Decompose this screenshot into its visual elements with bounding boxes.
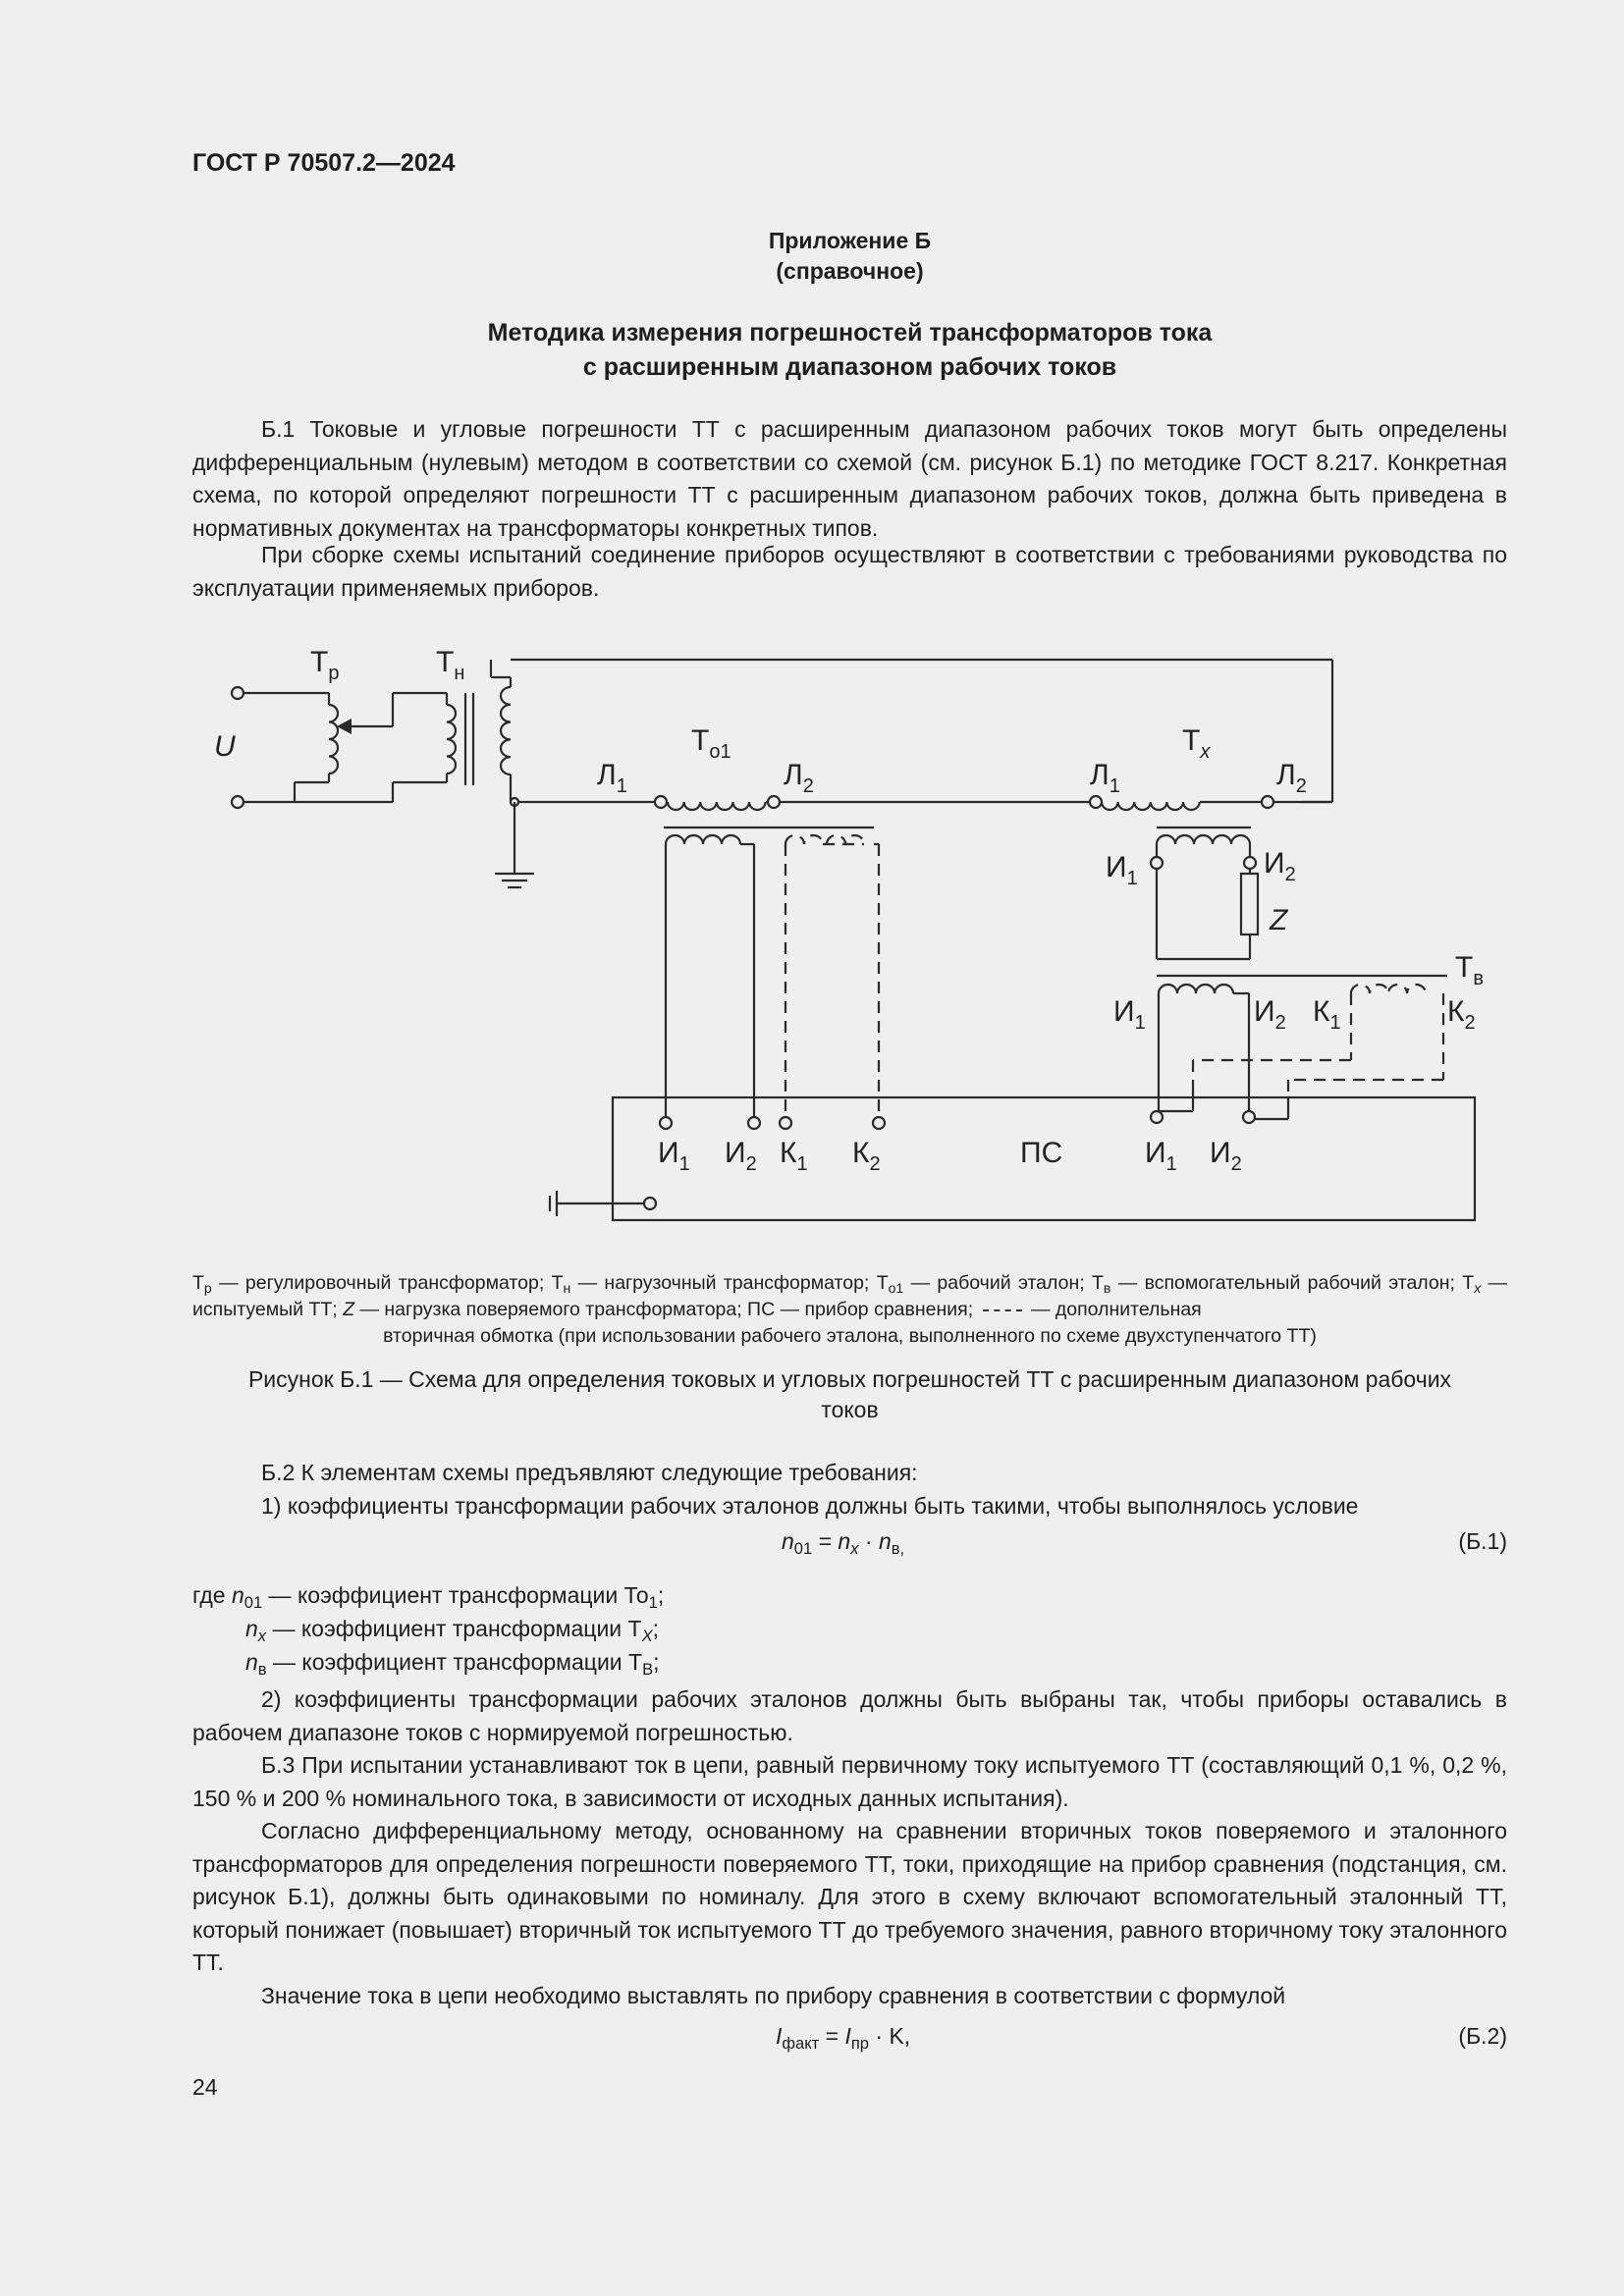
label-tx-l2: $Л_2$ [1276,759,1307,797]
def-nv: $n_в$ — коэффициент трансформации $Т_В$; [245,1649,660,1679]
label-tx-l1: $Л_1$ [1090,759,1120,797]
to1-secondary-coil [666,835,740,844]
load-transformer-primary [447,705,456,774]
input-terminal-top [232,687,244,699]
ps-terminal-k1 [780,1117,791,1129]
label-tr: $Т_р$ [310,646,340,684]
label-tx-i2: $И_2$ [1264,847,1296,885]
label-z: Z [1270,904,1288,936]
ps-terminal-i2-right [1243,1111,1255,1123]
appendix-heading [192,226,1507,287]
title-line-2: с расширенным диапазоном рабочих токов [582,353,1117,381]
title-line-1: Методика измерения погрешностей трансформаторов тока [487,319,1213,347]
b2-intro: Б.2 К элементам схемы предъявляют следующие требования: [261,1460,918,1485]
legend-lines: $Т_р$ — регулировочный трансформатор; $Т_н$ — нагрузочный трансформатор; $Т_{о1}$ — рабочий эталон; $Т_в$ — вспомогательный рабочий эталон; $Т_x$ — испытуемый ТТ; Z — нагрузка поверяемого трансформатора; ПС — прибор сравнения; — дополнительная [192,1272,1508,1320]
slider-arrow-icon [337,719,352,734]
tx-terminal-l2 [1262,796,1273,808]
label-tv-i2: $И_2$ [1254,995,1286,1034]
tx-terminal-l1 [1090,796,1102,808]
tx-terminal-i2 [1244,857,1256,869]
label-tx-i1: $И_1$ [1106,851,1138,889]
label-ps-i1-left: $И_1$ [658,1137,690,1175]
paragraph-b1: Б.1 Токовые и угловые погрешности ТТ с расширенным диапазоном рабочих токов могут быть определены дифференциальным (нулевым) методом в соответствии со схемой (см. рисунок Б.1) по методике ГОСТ 8.217. Конкретная схема, по которой определяют погрешности ТТ с расширенным диапазоном рабочих токов, должна быть приведена в нормативных документах на трансформаторы конкретных типов. [192,416,1507,541]
equation-b1: $n_{01} = n_x \cdot n_{в,}$ [782,1528,905,1558]
label-tx: $Т_x$ [1182,724,1211,763]
label-ps-i2-left: $И_2$ [725,1137,757,1175]
label-ps-i2-right: $И_2$ [1210,1137,1242,1175]
paragraph-differential: Согласно дифференциальному методу, основанному на сравнении вторичных токов поверяемого и эталонного трансформаторов для определения погрешности поверяемого ТТ, токи, приходящие на прибор сравнения (подстанция, см. рисунок Б.1), должны быть одинаковыми по номиналу. Для этого в схему включают вспомогательный эталонный ТТ, который понижает (повышает) вторичный ток испытуемого ТТ до требуемого значения, равного вторичному току эталонного ТТ. [192,1818,1507,1975]
ps-terminal-i1-left [660,1117,672,1129]
paragraph-assembly: При сборке схемы испытаний соединение приборов осуществляют в соответствии с требованиями руководства по эксплуатации применяемых приборов. [192,542,1507,601]
label-tv-k2: $К_2$ [1447,995,1476,1034]
document-header: ГОСТ Р 70507.2—2024 [192,149,456,177]
ps-terminal-i2-left [748,1117,760,1129]
b2-item-1: 1) коэффициенты трансформации рабочих эталонов должны быть такими, чтобы выполнялось условие [261,1493,1359,1519]
label-to1: $Т_{о1}$ [691,724,731,763]
dashed-line-symbol [983,1309,1022,1311]
label-to1-l2: $Л_2$ [784,759,814,797]
tv-secondary-coil [1159,985,1233,993]
page-number: 24 [192,2074,218,2100]
label-tv-i1: $И_1$ [1113,995,1146,1034]
label-ps-k2: $К_2$ [852,1137,881,1175]
to1-terminal-l2 [768,796,780,808]
ps-ground-terminal [644,1198,656,1209]
tv-additional-winding [1351,985,1426,993]
def-nx: $n_x$ — коэффициент трансформации $Т_X$; [245,1616,660,1645]
label-tv-k1: $К_1$ [1313,995,1341,1034]
figure-caption [192,1364,1507,1425]
legend-line-3: вторичная обмотка (при использовании рабочего эталона, выполненного по схеме двухступенчатого ТТ) [383,1325,1317,1347]
label-ps: ПС [1020,1137,1063,1169]
tx-secondary-coil [1157,835,1250,844]
ps-terminal-i1-right [1151,1111,1163,1123]
load-resistor-z [1241,874,1258,934]
equation-b2: $I_{факт} = I_{пр} \cdot K$, [776,2023,911,2053]
circuit-diagram [0,628,1624,1256]
tx-primary-coil [1102,802,1200,810]
tx-terminal-i1 [1151,857,1163,869]
caption-line-1: Рисунок Б.1 — Схема для определения токовых и угловых погрешностей ТТ с расширенным диапазоном рабочих [247,1366,1452,1392]
appendix-title [192,316,1507,385]
label-to1-l1: $Л_1$ [597,759,627,797]
label-tv: $Т_в$ [1455,951,1484,989]
figure-legend [192,1270,1507,1350]
to1-terminal-l1 [655,796,667,808]
regulating-transformer-coil [329,705,338,774]
caption-line-2: токов [821,1397,879,1422]
paragraph-b3: Б.3 При испытании устанавливают ток в цепи, равный первичному току испытуемого ТТ (составляющий 0,1 %, 0,2 %, 150 % и 200 % номинального тока, в зависимости от исходных данных испытания). [192,1752,1507,1811]
to1-additional-winding [785,835,823,844]
label-ps-i1-right: $И_1$ [1145,1137,1177,1175]
appendix-label: Приложение Б [768,228,932,253]
appendix-type: (справочное) [776,258,924,284]
label-ps-k1: $К_1$ [780,1137,808,1175]
equation-b2-number: (Б.2) [1458,2023,1507,2049]
ps-terminal-k2 [873,1117,885,1129]
def-n01: где $n_{01}$ — коэффициент трансформации $То_1$; [192,1582,665,1612]
equation-b1-number: (Б.1) [1458,1528,1507,1554]
to1-primary-coil [668,802,766,810]
paragraph-value: Значение тока в цепи необходимо выставлять по прибору сравнения в соответствии с формулой [261,1983,1286,2008]
label-tn: $Т_н$ [436,646,465,684]
load-transformer-secondary [501,687,511,774]
b2-item-2: 2) коэффициенты трансформации рабочих эталонов должны быть выбраны так, чтобы приборы оставались в рабочем диапазоне токов с нормируемой погрешностью. [192,1686,1507,1745]
label-u: U [214,730,236,763]
input-terminal-bottom [232,796,244,808]
